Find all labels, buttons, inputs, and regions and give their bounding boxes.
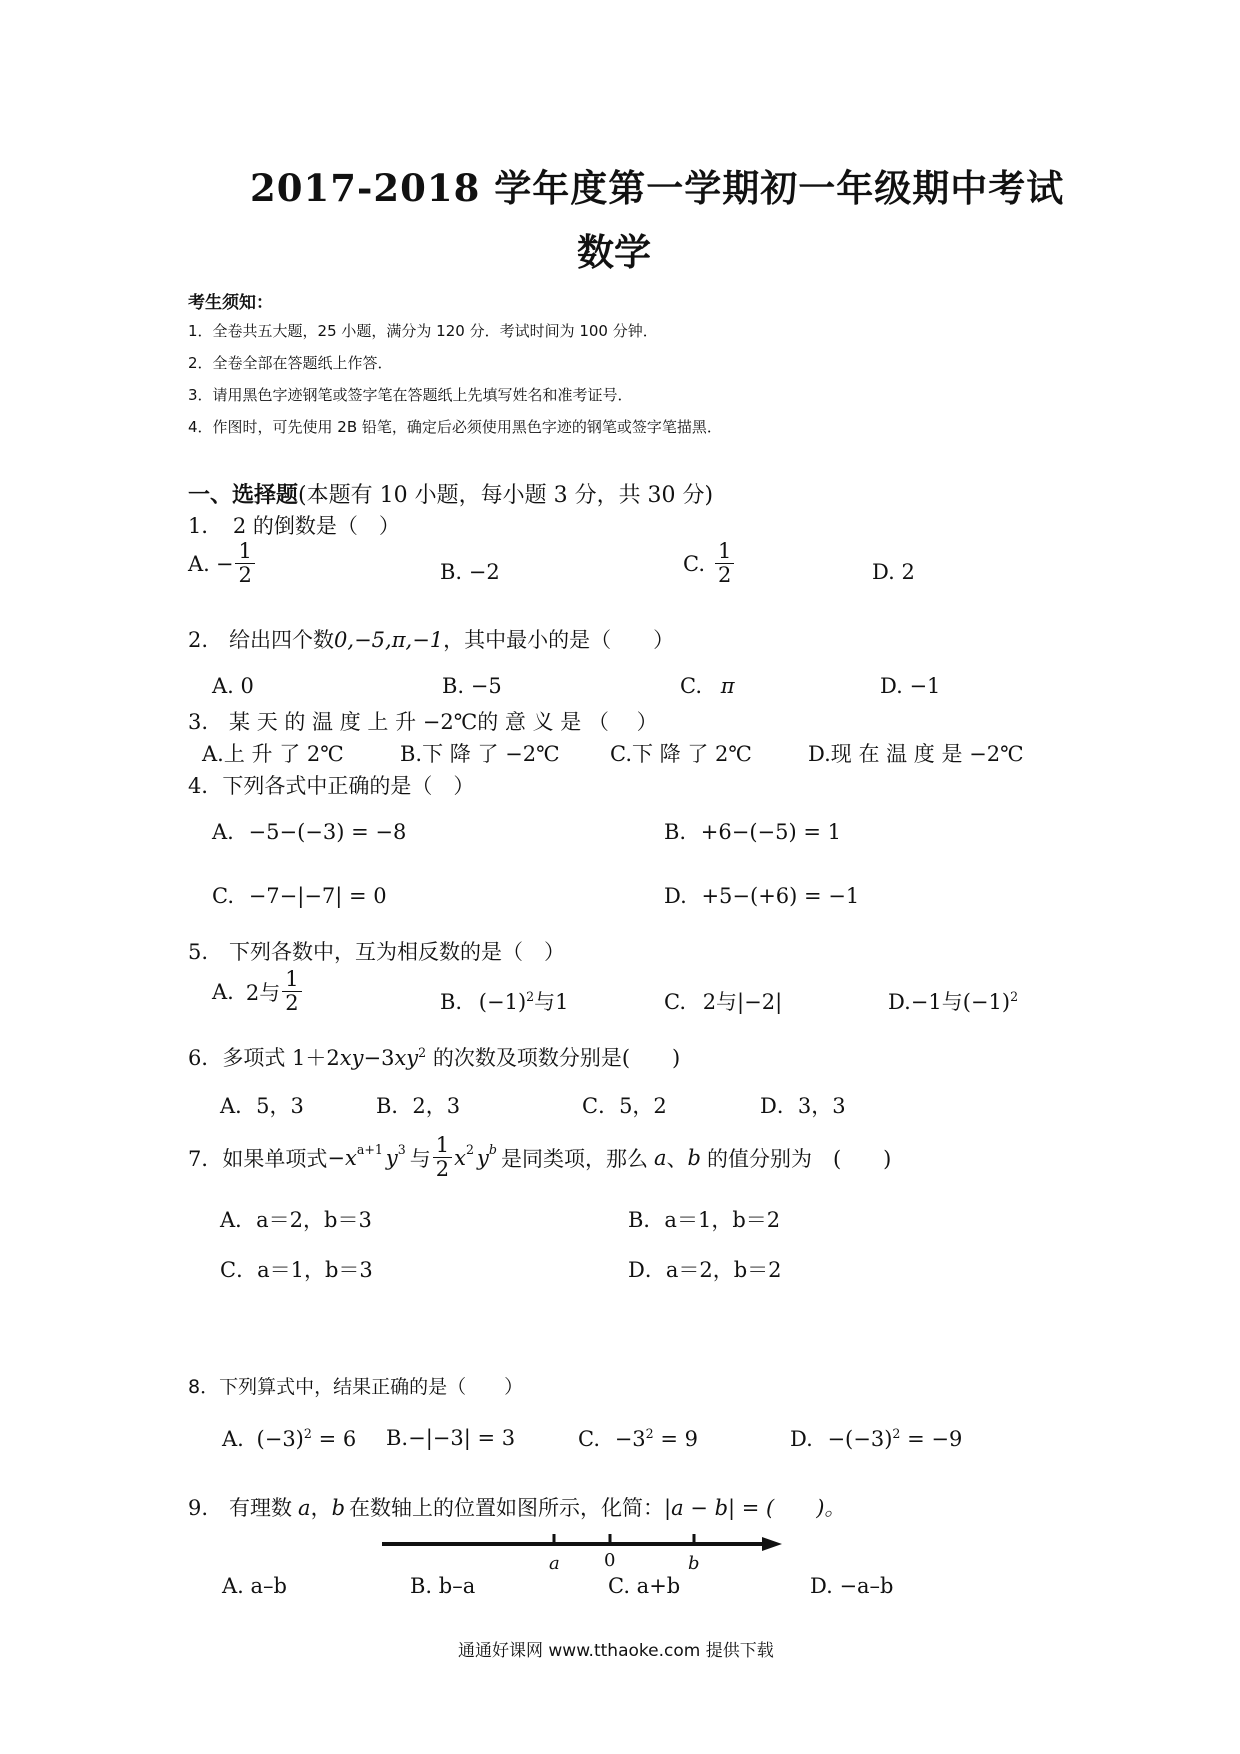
axis-arrow-icon <box>762 1537 782 1551</box>
option-math: 2与|−2| <box>702 990 783 1014</box>
numerator: 1 <box>433 1134 452 1158</box>
q7-option-c: C．a＝1，b＝3 <box>220 1258 373 1282</box>
option-label: C. <box>683 551 705 576</box>
notice-item: 3．请用黑色字迹钢笔或签字笔在答题纸上先填写姓名和准考证号． <box>188 386 633 404</box>
q8-option-d <box>790 1426 962 1451</box>
q5-option-d <box>888 986 1018 1016</box>
question-5-stem: 5. 下列各数中，互为相反数的是（ ） <box>188 940 566 964</box>
stem-text: 是同类项，那么 <box>500 1146 648 1171</box>
q6-option-b: B．2，3 <box>376 1094 461 1118</box>
option-label: C. <box>578 1427 600 1451</box>
section-desc: (本题有 10 小题，每小题 3 分，共 30 分) <box>298 483 714 508</box>
exponent: 3 <box>397 1142 406 1157</box>
base: −(−3) <box>827 1427 893 1451</box>
q5-option-b <box>440 986 569 1016</box>
fraction <box>235 540 254 587</box>
question-1-stem: 1． 2 的倒数是（ ） <box>188 514 400 538</box>
option-text: 与1 <box>534 990 569 1014</box>
option-label: B. <box>386 1426 409 1450</box>
q9-option-a: A. a–b <box>222 1574 287 1598</box>
stem-text: 6．多项式 1＋2 <box>188 1046 340 1070</box>
exponent: 2 <box>645 1426 654 1441</box>
section-name: 一、选择题 <box>188 482 299 508</box>
q2-option-b: B. −5 <box>442 674 502 698</box>
q4-option-d <box>664 884 859 908</box>
axis-label-a: a <box>549 1553 560 1574</box>
exam-title: 2017-2018 学年度第一学期初一年级期中考试 <box>250 166 1065 210</box>
option-math: +6−(−5) = 1 <box>700 820 841 844</box>
stem-text: −3 <box>363 1046 395 1070</box>
fraction <box>433 1134 452 1181</box>
q3-option-d: D.现 在 温 度 是 −2℃ <box>808 742 1024 766</box>
q9-option-c: C. a+b <box>608 1574 681 1598</box>
option-text: = −9 <box>900 1427 963 1451</box>
exponent: 2 <box>466 1142 475 1157</box>
variable: x <box>454 1145 467 1170</box>
number-line <box>370 1504 790 1574</box>
option-label: A. <box>222 1427 244 1451</box>
denominator: 2 <box>435 1157 450 1182</box>
option-math <box>615 1427 698 1451</box>
exponent: 2 <box>303 1426 312 1441</box>
option-text: = 6 <box>311 1427 357 1451</box>
variable: b <box>687 1145 701 1170</box>
stem-text: 在数轴上的位置如图所示，化简： <box>349 1496 665 1520</box>
option-label: B. <box>664 820 687 844</box>
fraction <box>715 540 734 587</box>
question-3-stem: 3. 某 天 的 温 度 上 升 −2℃的 意 义 是 （ ） <box>188 710 658 734</box>
variable: a <box>653 1145 667 1170</box>
option-text: = 9 <box>653 1427 698 1451</box>
variable: b <box>331 1496 346 1520</box>
exponent: 2 <box>1010 989 1019 1004</box>
question-6-stem <box>188 1042 680 1072</box>
q7-option-a: A．a＝2，b＝3 <box>220 1208 372 1232</box>
base: (−3) <box>256 1427 304 1451</box>
stem-math: 0,−5,π,−1 <box>334 628 444 652</box>
option-label: B. <box>440 990 463 1014</box>
q8-option-a <box>222 1426 356 1451</box>
q3-option-a: A.上 升 了 2℃ <box>202 742 344 766</box>
option-label: D. <box>664 884 687 908</box>
option-value: π <box>720 674 735 698</box>
section-heading <box>188 478 713 509</box>
q1-option-c <box>683 540 736 587</box>
stem-text: 7．如果单项式 <box>188 1146 328 1171</box>
variable: y <box>385 1145 398 1170</box>
stem-text: 2. 给出四个数 <box>188 628 335 652</box>
q3-option-c: C.下 降 了 2℃ <box>610 742 752 766</box>
q7-option-b: B．a＝1，b＝2 <box>628 1208 781 1232</box>
notice-item: 2．全卷全部在答题纸上作答． <box>188 354 393 372</box>
q4-option-c <box>212 884 387 908</box>
option-math: −5−(−3) = −8 <box>248 820 407 844</box>
notice-heading: 考生须知： <box>188 293 273 313</box>
exponent: a+1 <box>356 1142 383 1157</box>
denominator: 2 <box>285 991 299 1016</box>
variable: −x <box>327 1145 357 1170</box>
stem-text: ，其中最小的是（ ） <box>443 628 675 652</box>
q6-option-c: C．5，2 <box>582 1094 667 1118</box>
option-math <box>827 1427 962 1451</box>
variable: xy <box>339 1046 364 1070</box>
option-label: D. <box>888 990 911 1014</box>
option-math: −7−|−7| = 0 <box>248 884 387 908</box>
numerator: 1 <box>715 540 734 564</box>
stem-text: 与 <box>409 1146 431 1171</box>
variable: y <box>477 1145 489 1170</box>
stem-text: ， <box>310 1496 332 1520</box>
q3-option-b: B.下 降 了 −2℃ <box>400 742 560 766</box>
numerator: 1 <box>235 540 254 564</box>
option-text: 2与 <box>245 980 281 1005</box>
q6-option-a: A．5，3 <box>220 1094 304 1118</box>
q5-option-c <box>664 986 782 1016</box>
question-7-stem <box>188 1134 891 1181</box>
notice-item: 1．全卷共五大题，25 小题，满分为 120 分．考试时间为 100 分钟． <box>188 322 658 340</box>
stem-text: 、 <box>666 1146 688 1171</box>
axis-label-b: b <box>688 1553 700 1574</box>
option-math <box>479 990 569 1014</box>
variable: xy <box>394 1046 419 1070</box>
q2-option-d: D. −1 <box>880 674 941 698</box>
q8-option-c <box>578 1426 698 1451</box>
q9-option-d: D. −a–b <box>810 1574 894 1598</box>
q6-option-d: D．3，3 <box>760 1094 846 1118</box>
stem-text: 的次数及项数分别是( ) <box>426 1046 681 1070</box>
denominator: 2 <box>238 563 252 588</box>
option-math <box>257 1427 357 1451</box>
q5-option-a <box>212 968 304 1015</box>
exponent: 2 <box>892 1426 901 1441</box>
exponent: 2 <box>526 989 535 1004</box>
q4-option-a <box>212 820 406 844</box>
exponent: b <box>488 1142 497 1157</box>
fraction <box>282 968 301 1015</box>
numerator: 1 <box>282 968 301 992</box>
base: (−1) <box>478 990 527 1014</box>
option-math: +5−(+6) = −1 <box>701 884 860 908</box>
q1-option-b: B. −2 <box>440 560 500 584</box>
exam-subject: 数学 <box>577 230 651 274</box>
option-label: A. <box>212 979 234 1004</box>
q9-option-b: B. b–a <box>410 1574 476 1598</box>
option-label: C. <box>212 884 234 908</box>
question-4-stem: 4．下列各式中正确的是（ ） <box>188 774 475 798</box>
footer-download-note: 通通好课网 www.tthaoke.com 提供下载 <box>458 1641 774 1661</box>
sign: − <box>215 551 234 576</box>
q8-option-b <box>386 1426 515 1450</box>
question-8-stem: 8．下列算式中，结果正确的是（ ） <box>188 1376 524 1398</box>
option-label: A. <box>212 820 234 844</box>
q7-option-d: D．a＝2，b＝2 <box>628 1258 782 1282</box>
option-label: C. <box>680 674 702 698</box>
variable: a <box>298 1496 311 1520</box>
base: −3 <box>614 1427 646 1451</box>
q1-option-a <box>188 540 257 587</box>
q1-option-d: D. 2 <box>872 560 915 584</box>
q2-option-a: A. 0 <box>212 674 254 698</box>
option-math: −1与(−1) <box>910 990 1011 1014</box>
option-label: C. <box>664 990 686 1014</box>
option-label: A. <box>188 551 210 576</box>
denominator: 2 <box>718 563 732 588</box>
option-label: D. <box>790 1427 813 1451</box>
stem-math: |a − b| = ( )。 <box>664 1496 846 1520</box>
q4-option-b <box>664 820 841 844</box>
question-2-stem <box>188 624 674 654</box>
exponent: 2 <box>418 1045 427 1060</box>
stem-text: 的值分别为 ( ) <box>706 1146 892 1171</box>
option-math: −|−3| = 3 <box>408 1426 516 1450</box>
q2-option-c <box>680 674 735 698</box>
notice-item: 4．作图时，可先使用 2B 铅笔，确定后必须使用黑色字迹的钢笔或签字笔描黑． <box>188 418 722 436</box>
stem-text: 9. 有理数 <box>188 1496 293 1520</box>
axis-label-zero: 0 <box>604 1550 616 1571</box>
